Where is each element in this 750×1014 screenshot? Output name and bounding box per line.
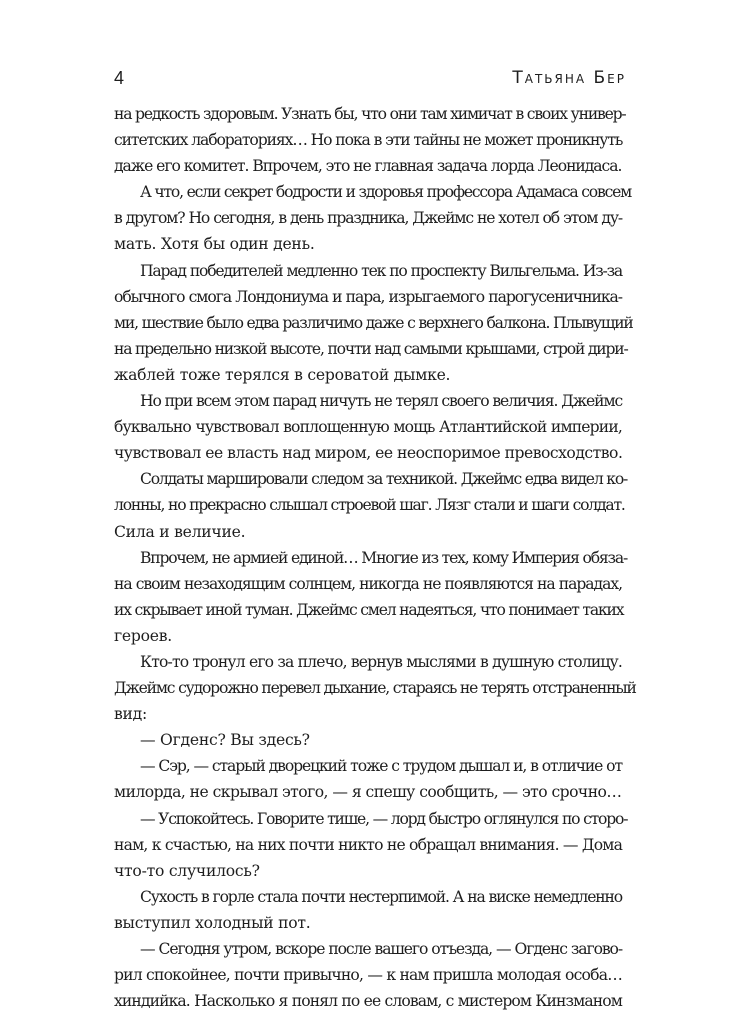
text-line: буквально чувствовал воплощенную мощь Атлантийской империи, [114,418,622,437]
page-number: 4 [114,68,125,88]
text-line: в другом? Но сегодня, в день праздника, Джеймс не хотел об этом ду- [114,209,622,228]
text-line: хиндийка. Насколько я понял по ее словам, с мистером Кинзманом [114,992,622,1011]
text-line: обычного смога Лондониума и пара, изрыгаемого парогусеничника- [114,287,622,306]
body-text [114,101,636,1014]
text-line: милорда, не скрывал этого, — я спешу сообщить, — это срочно… [114,783,622,802]
text-line: ситетских лабораториях… Но пока в эти тайны не может проникнуть [114,131,623,150]
text-line: — Сэр, — старый дворецкий тоже с трудом дышал и, в отличие от [140,757,622,776]
text-line: Парад победителей медленно тек по проспекту Вильгельма. Из-за [140,261,622,280]
text-line: Сила и величие. [114,522,246,541]
text-line: Впрочем, не армией единой… Многие из тех, кому Империя обяза- [140,548,628,567]
text-line: их скрывает иной туман. Джеймс смел надеяться, что понимает таких [114,600,624,619]
text-line: героев. [114,626,172,645]
text-line: вид: [114,705,148,724]
running-head-author: Татьяна Бер [512,68,626,88]
text-line: на редкость здоровым. Узнать бы, что они там химичат в своих универ- [114,105,626,123]
text-line: даже его комитет. Впрочем, это не главная задача лорда Леонидаса. [114,157,622,176]
text-line: Но при всем этом парад ничуть не терял своего величия. Джеймс [140,392,623,411]
text-line: чувствовал ее власть над миром, ее неоспоримое превосходство. [114,444,623,463]
text-line: нам, к счастью, на них почти никто не обращал внимания. — Дома [114,835,623,854]
text-line: Кто-то тронул его за плечо, вернув мыслями в душную столицу. [140,652,622,671]
text-line: Сухость в горле стала почти нестерпимой. А на виске немедленно [140,887,622,906]
text-line: Солдаты маршировали следом за техникой. Джеймс едва видел ко- [140,470,628,489]
text-line: — Огденс? Вы здесь? [140,731,310,750]
text-line: мать. Хотя бы один день. [114,235,315,254]
text-line: на предельно низкой высоте, почти над самыми крышами, строй дири- [114,339,628,358]
text-line: — Успокойтесь. Говорите тише, — лорд быстро оглянулся по сторо- [140,809,628,828]
text-line: — Сегодня утром, вскоре после вашего отъезда, — Огденс загово- [140,940,622,958]
text-line: А что, если секрет бодрости и здоровья профессора Адамаса совсем [140,183,632,202]
text-line: что-то случилось? [114,861,260,880]
text-line: ми, шествие было едва различимо даже с верхнего балкона. Плывущий [114,313,633,332]
text-line: лонны, но прекрасно слышал строевой шаг. Лязг стали и шаги солдат. [114,496,625,515]
text-line: Джеймс судорожно перевел дыхание, стараясь не терять отстраненный [114,679,636,698]
text-line: жаблей тоже терялся в сероватой дымке. [114,365,451,384]
text-line: рил спокойнее, почти привычно, — к нам пришла молодая особа… [114,966,622,985]
text-line: выступил холодный пот. [114,913,311,932]
text-line: на своим незаходящим солнцем, никогда не появляются на парадах, [114,574,622,593]
